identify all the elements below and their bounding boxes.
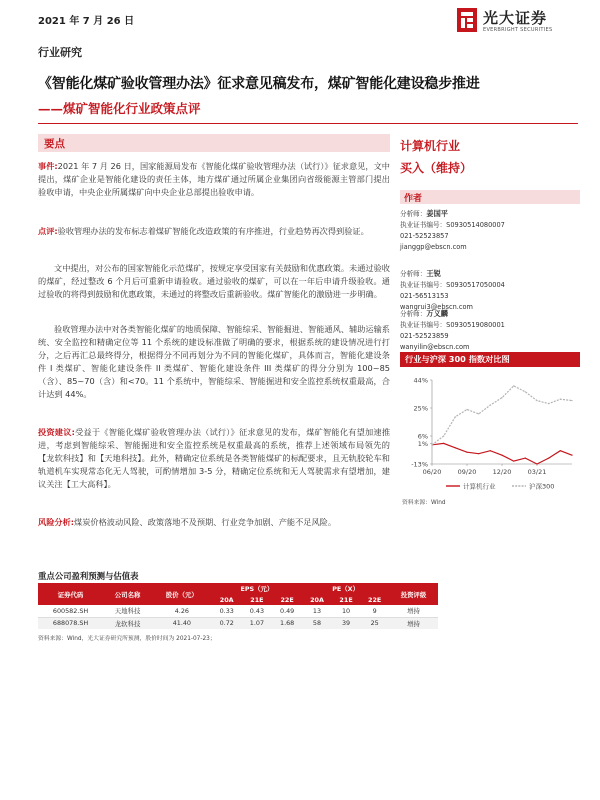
everbright-logo-icon xyxy=(455,6,479,34)
cell-pe: 10 xyxy=(332,605,361,617)
comment-label: 点评: xyxy=(38,226,58,236)
legend-label-hs300: 沪深300 xyxy=(529,482,555,491)
header-year: 22E xyxy=(360,594,389,605)
analyst-phone: 021-56513153 xyxy=(400,292,449,300)
fin-table-title: 重点公司盈利预测与估值表 xyxy=(38,571,139,581)
title-divider xyxy=(38,123,578,124)
author-header xyxy=(400,190,580,204)
analyst-role: 分析师： xyxy=(400,310,427,318)
x-tick-label: 09/20 xyxy=(457,468,477,476)
report-date: 2021 年 7 月 26 日 xyxy=(38,16,135,27)
header-eps: EPS（元） xyxy=(212,583,303,594)
cell-eps: 1.07 xyxy=(242,617,272,629)
analyst-email[interactable]: wangrui3@ebscn.com xyxy=(400,303,473,311)
cell-pe: 9 xyxy=(360,605,389,617)
cell-pe: 58 xyxy=(302,617,332,629)
analyst-phone: 021-52523857 xyxy=(400,232,449,240)
data-point xyxy=(478,413,479,414)
data-point xyxy=(536,463,537,464)
header-rating: 投资评级 xyxy=(389,583,438,605)
series-line-hs300 xyxy=(432,386,572,445)
cell-eps: 0.33 xyxy=(212,605,242,617)
data-point xyxy=(525,391,526,392)
data-point xyxy=(525,458,526,459)
header-code: 证券代码 xyxy=(38,583,103,605)
analyst-card xyxy=(400,208,580,253)
y-tick-label: 25% xyxy=(413,404,428,413)
analyst-phone: 021-52523859 xyxy=(400,332,449,340)
y-tick-label: 6% xyxy=(417,432,428,441)
table-source-note: 资料来源：Wind，光大证券研究所预测，股价时间为 2021-07-23； xyxy=(38,636,216,642)
data-point xyxy=(443,435,444,436)
cell-pe: 39 xyxy=(332,617,361,629)
header-year: 22E xyxy=(272,594,302,605)
chart-source-note: 资料来源：Wind xyxy=(402,500,446,506)
data-point xyxy=(443,443,444,444)
cell-name: 天地科技 xyxy=(103,605,152,617)
header-year: 21E xyxy=(332,594,361,605)
header-year: 20A xyxy=(212,594,242,605)
legend-label-industry: 计算机行业 xyxy=(463,482,496,491)
analyst-license: 执业证书编号：S0930517050004 xyxy=(400,281,505,289)
incentive-paragraph: 文中提出，对公布的国家智能化示范煤矿，按规定享受国家有关鼓励和优惠政策。未通过验收的煤矿，经过整改 6 个月后可重新申请验收。通过验收的煤矿，可以在一年后申请升级验收。通过验收的将得到鼓励和优惠政策，未通过的将整改后重新验收。煤矿智能化的激励进一步明确。 xyxy=(38,263,390,299)
series-line-industry xyxy=(432,443,572,464)
y-tick-label: 44% xyxy=(413,376,428,385)
data-point xyxy=(548,458,549,459)
risk-text: 煤炭价格波动风险、政策落地不及预期、行业竞争加剧、产能不足风险。 xyxy=(74,517,337,527)
cell-price: 4.26 xyxy=(152,605,212,617)
data-point xyxy=(548,403,549,404)
data-point xyxy=(490,404,491,405)
key-points-header-label: 要点 xyxy=(44,138,65,150)
x-tick-label: 06/20 xyxy=(422,468,442,476)
earnings-forecast-table xyxy=(38,583,438,629)
data-point xyxy=(513,385,514,386)
header-year: 21E xyxy=(242,594,272,605)
cell-pe: 25 xyxy=(360,617,389,629)
data-point xyxy=(560,450,561,451)
analyst-card xyxy=(400,308,580,353)
investment-rating: 买入（维持） xyxy=(400,161,473,175)
event-paragraph xyxy=(38,160,390,199)
advice-paragraph xyxy=(38,426,390,491)
cell-eps: 1.68 xyxy=(272,617,302,629)
index-chart-header xyxy=(400,352,580,367)
cell-eps: 0.43 xyxy=(242,605,272,617)
header-name: 公司名称 xyxy=(103,583,152,605)
cell-rating: 增持 xyxy=(389,617,438,629)
data-point xyxy=(571,455,572,456)
index-comparison-chart xyxy=(400,372,580,542)
analyst-name: 万义麟 xyxy=(426,309,448,318)
brand-logo xyxy=(455,6,575,36)
cell-eps: 0.72 xyxy=(212,617,242,629)
data-point xyxy=(466,452,467,453)
cell-code: 600582.SH xyxy=(38,605,103,617)
cell-pe: 13 xyxy=(302,605,332,617)
data-point xyxy=(490,450,491,451)
logo-text-cn: 光大证券 xyxy=(483,9,548,27)
cell-eps: 0.49 xyxy=(272,605,302,617)
data-point xyxy=(455,416,456,417)
analyst-email[interactable]: jianggp@ebscn.com xyxy=(400,243,467,251)
industry-name: 计算机行业 xyxy=(400,139,461,153)
event-label: 事件: xyxy=(38,161,58,171)
index-chart-title: 行业与沪深 300 指数对比图 xyxy=(405,354,510,364)
analyst-role: 分析师： xyxy=(400,270,427,278)
data-point xyxy=(560,399,561,400)
comment-text: 验收管理办法的发布标志着煤矿智能化改造政策的有序推进，行业趋势再次得到验证。 xyxy=(57,226,369,236)
report-category: 行业研究 xyxy=(38,46,82,59)
key-points-header xyxy=(38,134,390,152)
data-point xyxy=(455,447,456,448)
author-header-label: 作者 xyxy=(404,194,423,204)
data-point xyxy=(513,460,514,461)
header-year: 20A xyxy=(302,594,332,605)
event-text: 2021 年 7 月 26 日，国家能源局发布《智能化煤矿验收管理办法（试行）》征求意见，文中提出，煤矿企业是智能化建设的责任主体，地方煤矿通过所属企业集团向省级能源主管部门提出验收申请，中央企业所属煤矿向中央企业总部提出验收申请。 xyxy=(38,161,390,197)
advice-text: 受益于《智能化煤矿验收管理办法（试行）》征求意见的发布，煤矿智能化有望加速推进，考虑到智能综采、智能掘进和安全监控系统是权重最高的系统，推荐上述领域布局领先的【龙软科技】和【天地科技】。此外，精确定位系统是各类智能煤矿的标配要求，且无轨胶轮车和轨道机车实现常态化无人驾驶，可酌情增加 3-5 分，精确定位系统和无人驾驶需求有望增加，建议关注【工大高科】。 xyxy=(38,427,391,489)
y-tick-label: 1% xyxy=(417,439,428,448)
report-title: 《智能化煤矿验收管理办法》征求意见稿发布，煤矿智能化建设稳步推进 xyxy=(38,76,480,92)
cell-price: 41.40 xyxy=(152,617,212,629)
risk-label: 风险分析: xyxy=(38,517,75,527)
comment-paragraph xyxy=(38,225,390,238)
cell-code: 688078.SH xyxy=(38,617,103,629)
standards-paragraph: 验收管理办法中对各类智能化煤矿的地质保障、智能综采、智能掘进、智能通风、辅助运输系统、安全监控和精确定位等 11 个系统的建设标准做了明确的要求，根据系统的建设情况进行打分，之后再汇总最终得分，根据得分不同再划分为不同的智能化煤矿，具体而言，智能化建设条件 I 类煤矿、智能化建设条件 II 类煤矿、智能化建设条件 III 类煤矿的得分分别为 100~85（含）、85~70（含）和<70。11 个系统中，智能综采、智能掘进和安全监控系统权重最高，合计达到 44%。 xyxy=(38,324,390,399)
analyst-email[interactable]: wanyilin@ebscn.com xyxy=(400,343,470,351)
analyst-license: 执业证书编号：S0930519080001 xyxy=(400,321,505,329)
report-subtitle: ——煤矿智能化行业政策点评 xyxy=(38,101,201,116)
table-row xyxy=(38,605,438,617)
header-pe: PE（X） xyxy=(302,583,389,594)
data-point xyxy=(501,397,502,398)
data-point xyxy=(501,455,502,456)
analyst-name: 姜国平 xyxy=(426,209,448,218)
analyst-role: 分析师： xyxy=(400,210,427,218)
x-tick-label: 12/20 xyxy=(492,468,512,476)
advice-label: 投资建议: xyxy=(38,427,75,437)
table-row xyxy=(38,617,438,629)
analyst-license: 执业证书编号：S0930514080007 xyxy=(400,221,505,229)
cell-name: 龙软科技 xyxy=(103,617,152,629)
cell-rating: 增持 xyxy=(389,605,438,617)
data-point xyxy=(431,444,432,445)
data-point xyxy=(536,400,537,401)
data-point xyxy=(478,453,479,454)
risk-paragraph xyxy=(38,516,390,529)
logo-text-en: EVERBRIGHT SECURITIES xyxy=(483,27,553,33)
data-point xyxy=(571,400,572,401)
x-tick-label: 03/21 xyxy=(527,468,547,476)
data-point xyxy=(466,409,467,410)
header-price: 股价（元） xyxy=(152,583,212,605)
y-tick-label: -13% xyxy=(411,460,428,469)
analyst-card xyxy=(400,268,580,313)
analyst-name: 王锐 xyxy=(426,269,441,278)
